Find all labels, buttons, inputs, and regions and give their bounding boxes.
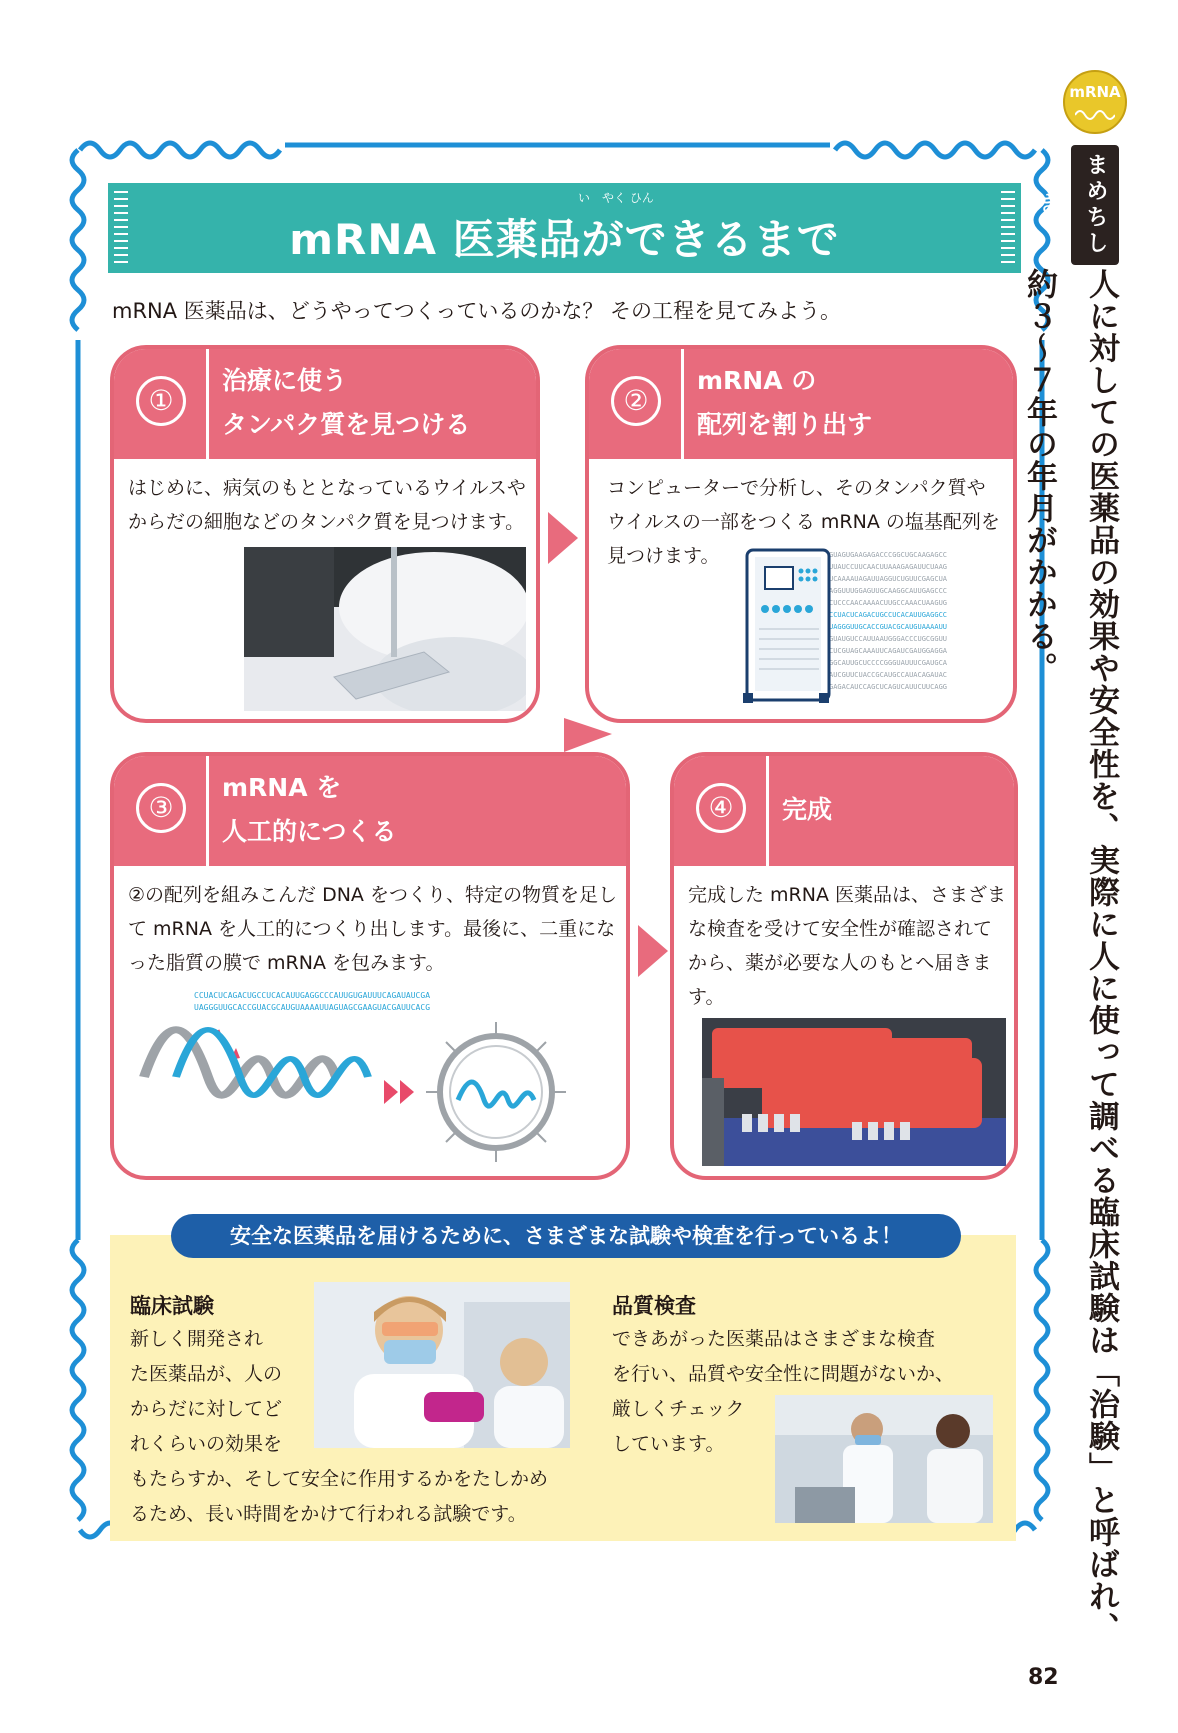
svg-text:AGGUUUGGAGUUGCAAGGCAUUGAGCCC: AGGUUUGGAGUUGCAAGGCAUUGAGCCC (829, 587, 948, 595)
trial-photo (314, 1282, 570, 1448)
step-header-1 (114, 349, 536, 459)
sequence-line-2: UAGGGUUGCACCGUACGCAUGUAAAAUUAGUAGCGAAGUACGAUUCACG (194, 1003, 431, 1012)
lab-photo (244, 547, 526, 711)
step-card-4 (670, 752, 1018, 1180)
qc-photo (775, 1395, 993, 1523)
step-body-1: はじめに、病気のもととなっているウイルスやからだの細胞などのタンパク質を見つけます。 (128, 477, 526, 533)
page-title: mRNA 医薬品ができるまで (289, 215, 840, 264)
mrna-badge (1063, 70, 1127, 134)
trial-line: れくらいの効果を (130, 1433, 283, 1455)
header-divider (681, 349, 684, 459)
svg-text:GUAUGUCCAUUAAUGGGACCCUGCGGUU: GUAUGUCCAUUAAUGGGACCCUGCGGUU (829, 635, 948, 643)
step-header-4 (674, 756, 1014, 866)
svg-text:GAGACAUCCAGCUCAGUCAUUCUUCAGG: GAGACAUCCAGCUCAGUCAUUCUUCAGG (829, 683, 948, 691)
trial-line: からだに対してど (130, 1398, 283, 1420)
title-banner (108, 183, 1021, 273)
svg-text:UUAUCCUUCAACUUAAAGAGAUUCUAAG: UUAUCCUUCAACUUAAAGAGAUUCUAAG (829, 563, 948, 571)
svg-text:AUCGUUCUACCGCAUGCCAUACAGAUAC: AUCGUUCUACCGCAUGCCAUACAGAUAC (829, 671, 948, 679)
title-ruby: い やく ひん (578, 191, 654, 205)
trial-line: 新しく開発され (130, 1328, 264, 1350)
step-heading-3a: mRNA を (222, 773, 342, 802)
step-body-4: 完成した mRNA 医薬品は、さまざまな検査を受けて安全性が確認されてから、薬が必要な人のもとへ届きます。 (688, 884, 1007, 1008)
step-number-4: ④ (696, 783, 746, 833)
flow-arrow-1-2 (548, 512, 578, 564)
step-heading-1a: 治療に使う (222, 366, 348, 395)
trial-line: た医薬品が、人の (130, 1363, 283, 1385)
flow-arrow-2-3 (556, 712, 616, 756)
sequence-text (194, 990, 430, 1014)
vials-photo (702, 1018, 1006, 1166)
qc-line: しています。 (612, 1433, 725, 1455)
step-card-1 (110, 345, 540, 723)
step-body-3: ②の配列を組みこんだ DNA をつくり、特定の物質を足して mRNA を人工的につくり出します。最後に、二重になった脂質の膜で mRNA を包みます。 (128, 884, 617, 974)
svg-text:GUAGUGAAGAGACCCGGCUGCAAGAGCC: GUAGUGAAGAGACCCGGCUGCAAGAGCC (829, 551, 948, 559)
step-number-1: ① (136, 376, 186, 426)
flow-arrow-3-4 (638, 925, 668, 977)
qc-line: 厳しくチェック (612, 1398, 745, 1420)
svg-text:GGCAUUGCUCCCCGGGUAUUUCGAUGCA: GGCAUUGCUCCCCGGGUAUUUCGAUGCA (829, 659, 948, 667)
svg-text:CUCGUAGCAAAUUCAGAUCGAUGGAGGA: CUCGUAGCAAAUUCAGAUCGAUGGAGGA (829, 647, 948, 655)
header-divider (206, 756, 209, 866)
svg-text:UCAAAAUAGAUUAGGUCUGUUCGAGCUA: UCAAAAUAGAUUAGGUCUGUUCGAGCUA (829, 575, 948, 583)
sequence-line-1: CCUACUCAGACUGCCUCACAUUGAGGCCCAUUGUGAUUUCAGAUAUCGA (194, 991, 431, 1000)
qc-line: できあがった医薬品はさまざまな検査 (612, 1328, 936, 1350)
trial-line: るため、長い時間をかけて行われる試験です。 (130, 1503, 527, 1525)
qc-title: 品質検査 (612, 1294, 696, 1318)
step-heading-1b: タンパク質を見つける (222, 410, 471, 439)
step-number-2: ② (611, 376, 661, 426)
step-card-3 (110, 752, 630, 1180)
svg-text:CCUACUCAGACUGCCUCACAUUGAGGCC: CCUACUCAGACUGCCUCACAUUGAGGCC (829, 611, 948, 619)
sidebar-text: 人に対しての医薬品の効果や安全性を、実際に人に使って調べる臨床試験は「治験」と呼ばれ、約３〜７年の年月がかかる。 (1021, 268, 1119, 1644)
sequencer-illustration (739, 545, 1009, 710)
qc-line: を行い、品質や安全性に問題がないか、 (612, 1363, 955, 1385)
trial-line: もたらすか、そして安全に作用するかをたしかめ (130, 1468, 549, 1490)
step-number-3: ③ (136, 783, 186, 833)
safety-banner: 安全な医薬品を届けるために、さまざまな試験や検査を行っているよ！ (171, 1214, 961, 1258)
svg-text:CUCCCAACAAAACUUGCCAAACUAAGUG: CUCCCAACAAAACUUGCCAAACUAAGUG (829, 599, 948, 607)
step-header-2 (589, 349, 1013, 459)
intro-text: mRNA 医薬品は、どうやってつくっているのかな？ その工程を見てみよう。 (112, 299, 842, 323)
step-heading-2a: mRNA の (697, 366, 817, 395)
header-divider (766, 756, 769, 866)
mame-chishiki-tag: まめちしき (1071, 145, 1119, 265)
helix-icon (1075, 108, 1115, 122)
trial-title: 臨床試験 (130, 1294, 214, 1318)
header-divider (206, 349, 209, 459)
step-card-2 (585, 345, 1017, 723)
step-heading-3b: 人工的につくる (222, 817, 397, 846)
step-heading-2b: 配列を割り出す (697, 410, 873, 439)
step-heading-4: 完成 (782, 795, 833, 824)
mrna-illustration (136, 1018, 616, 1168)
step-header-3 (114, 756, 626, 866)
badge-label: mRNA (1069, 83, 1121, 101)
step-body-2: コンピューターで分析し、そのタンパク質やウイルスの一部をつくる mRNA の塩基配列を見つけます。 (607, 477, 1000, 567)
page-number: 82 (1028, 1665, 1059, 1690)
svg-text:UAGGGUUGCACCGUACGCAUGUAAAAUU: UAGGGUUGCACCGUACGCAUGUAAAAUU (829, 623, 948, 631)
